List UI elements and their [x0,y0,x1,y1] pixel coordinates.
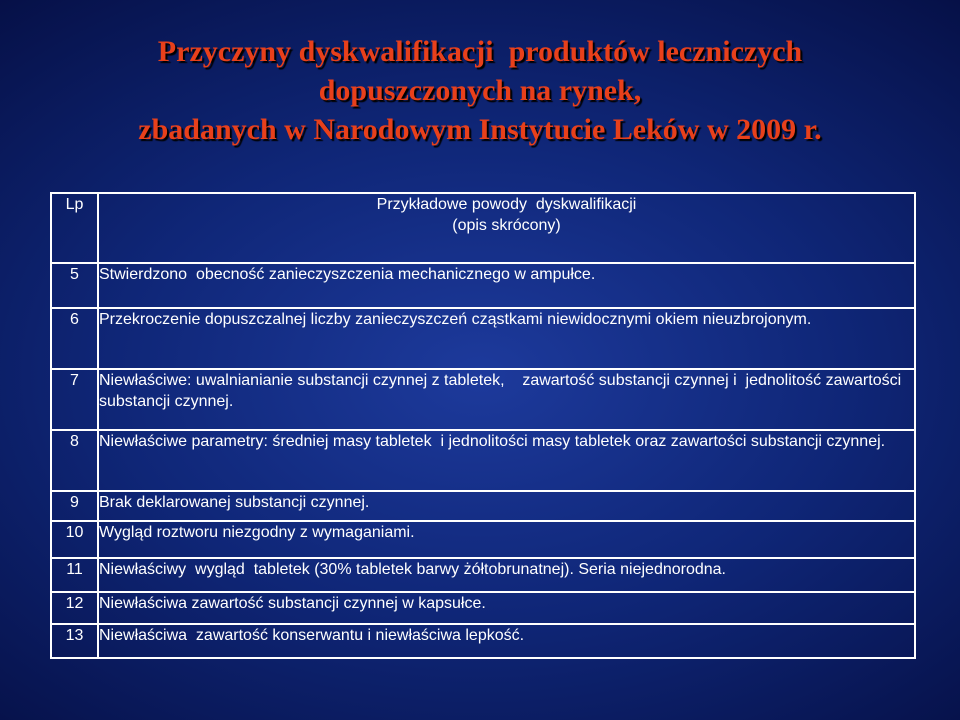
row-reason: Niewłaściwe parametry: średniej masy tabletek i jednolitości masy tabletek oraz zawartości substancji czynnej. [98,430,915,491]
title-line-1: Przyczyny dyskwalifikacji produktów leczniczych [157,35,803,68]
reason-header-line-1: Przykładowe powody dyskwalifikacji [376,196,637,213]
row-lp: 12 [51,592,98,624]
table-row [51,263,915,308]
row-reason: Stwierdzono obecność zanieczyszczenia mechanicznego w ampułce. [98,263,915,308]
table-row [51,308,915,369]
table-row [51,369,915,430]
row-lp: 8 [51,430,98,491]
row-reason: Niewłaściwa zawartość substancji czynnej w kapsułce. [98,592,915,624]
reason-header [98,193,915,263]
reason-header-line-2: (opis skrócony) [452,217,561,234]
table-row [51,624,915,658]
table-header-row [51,193,915,263]
row-reason: Niewłaściwa zawartość konserwantu i niewłaściwa lepkość. [98,624,915,658]
row-lp: 7 [51,369,98,430]
row-reason: Przekroczenie dopuszczalnej liczby zanieczyszczeń cząstkami niewidocznymi okiem nieuzbrojonym. [98,308,915,369]
row-lp: 13 [51,624,98,658]
row-lp: 6 [51,308,98,369]
row-lp: 9 [51,491,98,521]
row-reason: Niewłaściwe: uwalnianianie substancji czynnej z tabletek, zawartość substancji czynnej i jednolitość zawartości substancji czynnej. [98,369,915,430]
table-row [51,491,915,521]
table-row [51,558,915,592]
row-lp: 10 [51,521,98,558]
title-line-3: zbadanych w Narodowym Instytucie Leków w 2009 r. [138,113,822,146]
row-lp: 11 [51,558,98,592]
title-line-2: dopuszczonych na rynek, [318,74,642,107]
table-row [51,592,915,624]
lp-header: Lp [51,193,98,263]
row-reason: Niewłaściwy wygląd tabletek (30% tabletek barwy żółtobrunatnej). Seria niejednorodna. [98,558,915,592]
table-row [51,430,915,491]
table-row [51,521,915,558]
row-reason: Brak deklarowanej substancji czynnej. [98,491,915,521]
row-lp: 5 [51,263,98,308]
slide-title [0,32,960,149]
disqualification-reasons-table [50,192,916,659]
row-reason: Wygląd roztworu niezgodny z wymaganiami. [98,521,915,558]
